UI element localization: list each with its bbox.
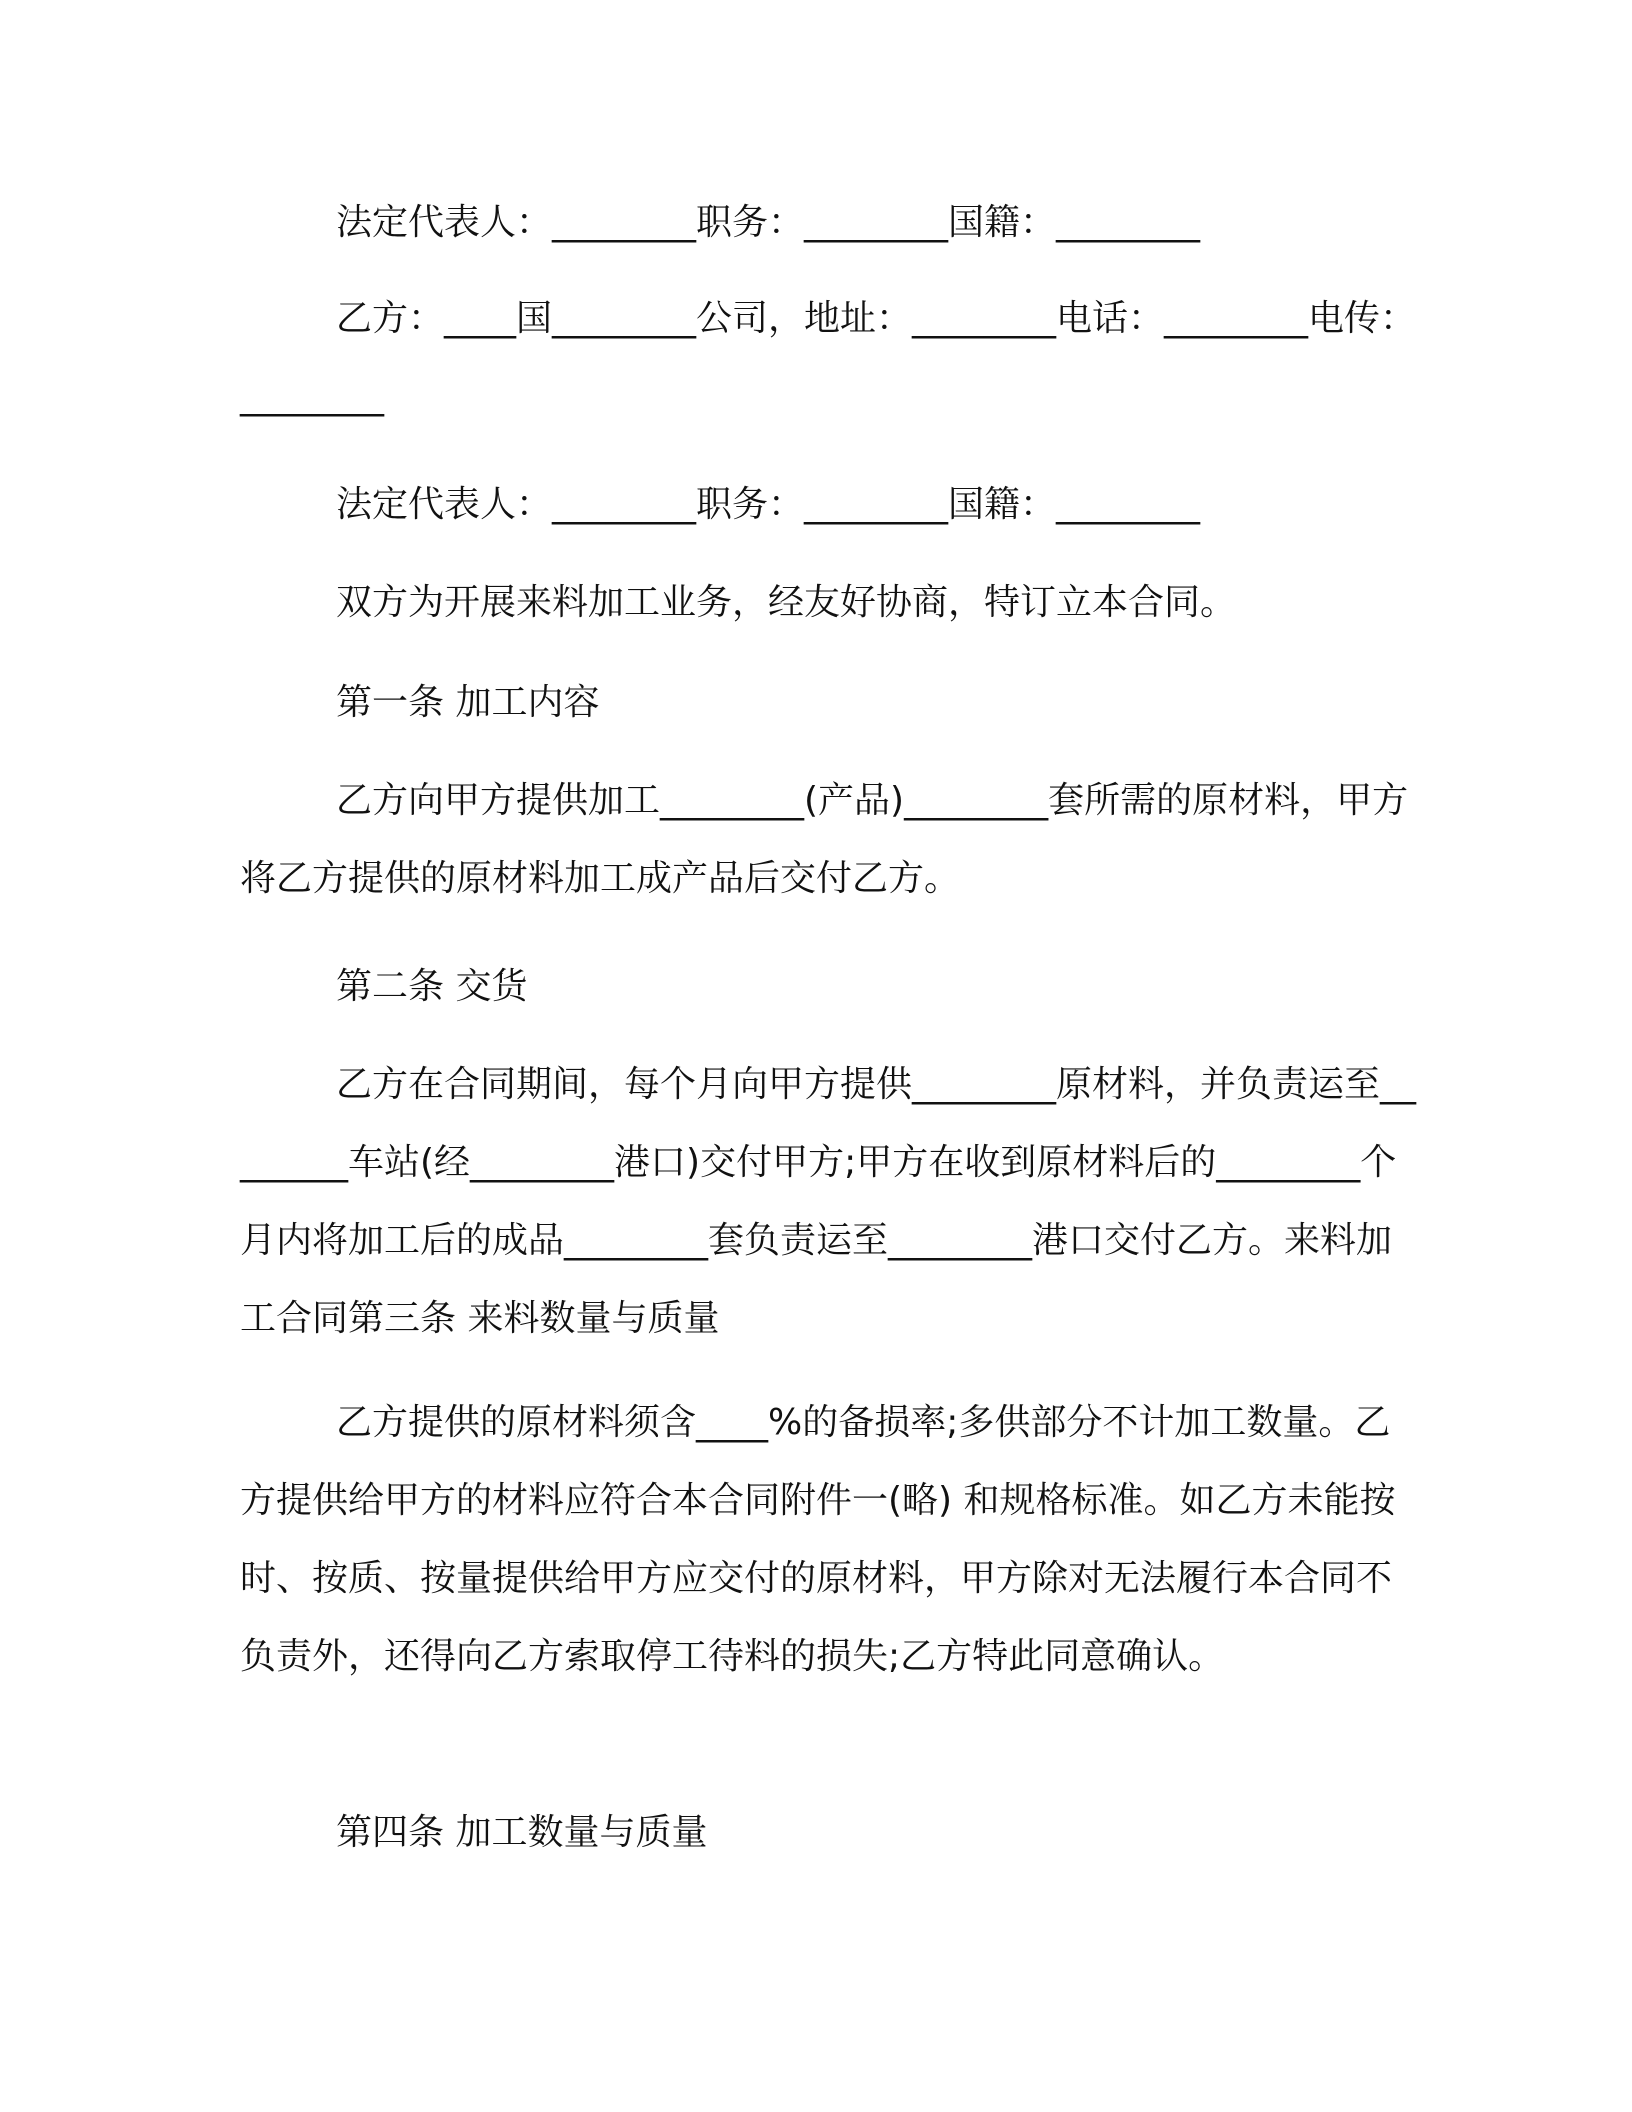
preamble-paragraph: 双方为开展来料加工业务，经友好协商，特订立本合同。: [336, 582, 1237, 623]
party-a-representative-line: 法定代表人：________职务：________国籍：________: [336, 202, 1201, 243]
party-b-info-paragraph: 乙方：____国________公司，地址：________电话：________电传：________: [240, 298, 1417, 417]
article-1-heading: 第一条 加工内容: [336, 682, 600, 723]
article-2-heading: 第二条 交货: [336, 966, 528, 1007]
party-b-representative-line: 法定代表人：________职务：________国籍：________: [336, 484, 1201, 525]
article-3-paragraph: 乙方提供的原材料须含____%的备损率;多供部分不计加工数量。乙方提供给甲方的材料应符合本合同附件一(略) 和规格标准。如乙方未能按时、按质、按量提供给甲方应交付的原材料，甲方除对无法履行本合同不负责外，还得向乙方索取停工待料的损失;乙方特此同意确认。: [240, 1402, 1396, 1677]
article-4-heading: 第四条 加工数量与质量: [336, 1812, 708, 1853]
article-1-paragraph: 乙方向甲方提供加工________(产品)________套所需的原材料，甲方将乙方提供的原材料加工成产品后交付乙方。: [240, 780, 1409, 899]
article-2-paragraph: 乙方在合同期间，每个月向甲方提供________原材料，并负责运至________车站(经________港口)交付甲方;甲方在收到原材料后的________个月内将加工后的成品________套负责运至________港口交付乙方。来料加工合同第三条 来料数量与质量: [240, 1064, 1417, 1339]
